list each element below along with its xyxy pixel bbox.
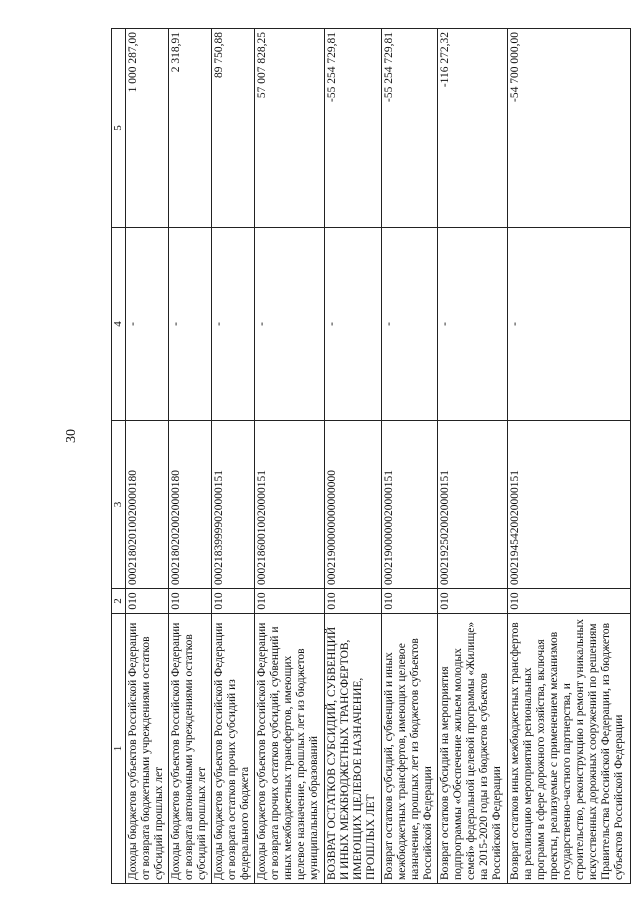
table-row [381, 29, 437, 884]
row-amount: -55 254 729,81 [381, 29, 437, 228]
page-number: 30 [64, 429, 79, 443]
rotated-table-wrapper [111, 29, 631, 884]
row-name: ВОЗВРАТ ОСТАТКОВ СУБСИДИЙ, СУБВЕНЦИЙ И ИНЫХ МЕЖБЮДЖЕТНЫХ ТРАНСФЕРТОВ, ИМЕЮЩИХ ЦЕЛЕВОЕ НАЗНАЧЕНИЕ, ПРОШЛЫХ ЛЕТ [325, 614, 381, 884]
header-row [112, 29, 126, 884]
table-row [325, 29, 381, 884]
table-row [438, 29, 508, 884]
row-budget-code: 00021925020020000151 [438, 421, 508, 589]
row-budget-code: 00021860010020000151 [255, 421, 325, 589]
row-amount: -54 700 000,00 [507, 29, 630, 228]
row-admin-code: 010 [507, 589, 630, 614]
row-amount: -116 272,32 [438, 29, 508, 228]
row-col4: - [255, 228, 325, 421]
row-amount: 1 000 287,00 [126, 29, 169, 228]
row-admin-code: 010 [325, 589, 381, 614]
row-name: Доходы бюджетов субъектов Российской Федерации от возврата прочих остатков субсидий, субвенций и иных межбюджетных трансфертов, имеющих целевое назначение, прошлых лет из бюджетов муниципальных образований [255, 614, 325, 884]
table-row [169, 29, 212, 884]
row-col4: - [126, 228, 169, 421]
header-cell-5: 5 [112, 29, 126, 228]
row-budget-code: 00021900000000000000 [325, 421, 381, 589]
row-col4: - [381, 228, 437, 421]
header-cell-3: 3 [112, 421, 126, 589]
table-row [255, 29, 325, 884]
row-admin-code: 010 [212, 589, 255, 614]
row-admin-code: 010 [381, 589, 437, 614]
row-budget-code: 00021802020020000180 [169, 421, 212, 589]
row-amount: 57 007 828,25 [255, 29, 325, 228]
budget-table [111, 28, 631, 884]
row-budget-code: 00021900000020000151 [381, 421, 437, 589]
row-admin-code: 010 [169, 589, 212, 614]
row-col4: - [438, 228, 508, 421]
row-col4: - [169, 228, 212, 421]
row-admin-code: 010 [438, 589, 508, 614]
row-budget-code: 00021839999020000151 [212, 421, 255, 589]
row-col4: - [212, 228, 255, 421]
row-name: Доходы бюджетов субъектов Российской Федерации от возврата бюджетными учреждениями остатков субсидий прошлых лет [126, 614, 169, 884]
row-name: Возврат остатков субсидий, субвенций и иных межбюджетных трансфертов, имеющих целевое назначение, прошлых лет из бюджетов субъектов Российской Федерации [381, 614, 437, 884]
header-cell-1: 1 [112, 614, 126, 884]
row-amount: -55 254 729,81 [325, 29, 381, 228]
row-name: Возврат остатков субсидий на мероприятия подпрограммы «Обеспечение жильем молодых семей» федеральной целевой программы «Жилище» на 2015-2020 годы из бюджетов субъектов Российской Федерации [438, 614, 508, 884]
header-cell-2: 2 [112, 589, 126, 614]
row-amount: 89 750,88 [212, 29, 255, 228]
row-amount: 2 318,91 [169, 29, 212, 228]
table-row [212, 29, 255, 884]
header-cell-4: 4 [112, 228, 126, 421]
row-budget-code: 00021945420020000151 [507, 421, 630, 589]
row-name: Доходы бюджетов субъектов Российской Федерации от возврата остатков прочих субсидий из федерального бюджета [212, 614, 255, 884]
row-name: Доходы бюджетов субъектов Российской Федерации от возврата автономными учреждениями остатков субсидий прошлых лет [169, 614, 212, 884]
table-row [507, 29, 630, 884]
row-name: Возврат остатков иных межбюджетных трансфертов на реализацию мероприятий региональных программ в сфере дорожного хозяйства, включая проекты, реализуемые с применением механизмов государственно-частного партнерства, и строительство, реконструкцию и ремонт уникальных искусственных дорожных сооружений по решениям Правительства Российской Федерации, из бюджетов субъектов Российской Федерации [507, 614, 630, 884]
table-row [126, 29, 169, 884]
row-budget-code: 00021802010020000180 [126, 421, 169, 589]
row-col4: - [325, 228, 381, 421]
row-col4: - [507, 228, 630, 421]
row-admin-code: 010 [255, 589, 325, 614]
row-admin-code: 010 [126, 589, 169, 614]
